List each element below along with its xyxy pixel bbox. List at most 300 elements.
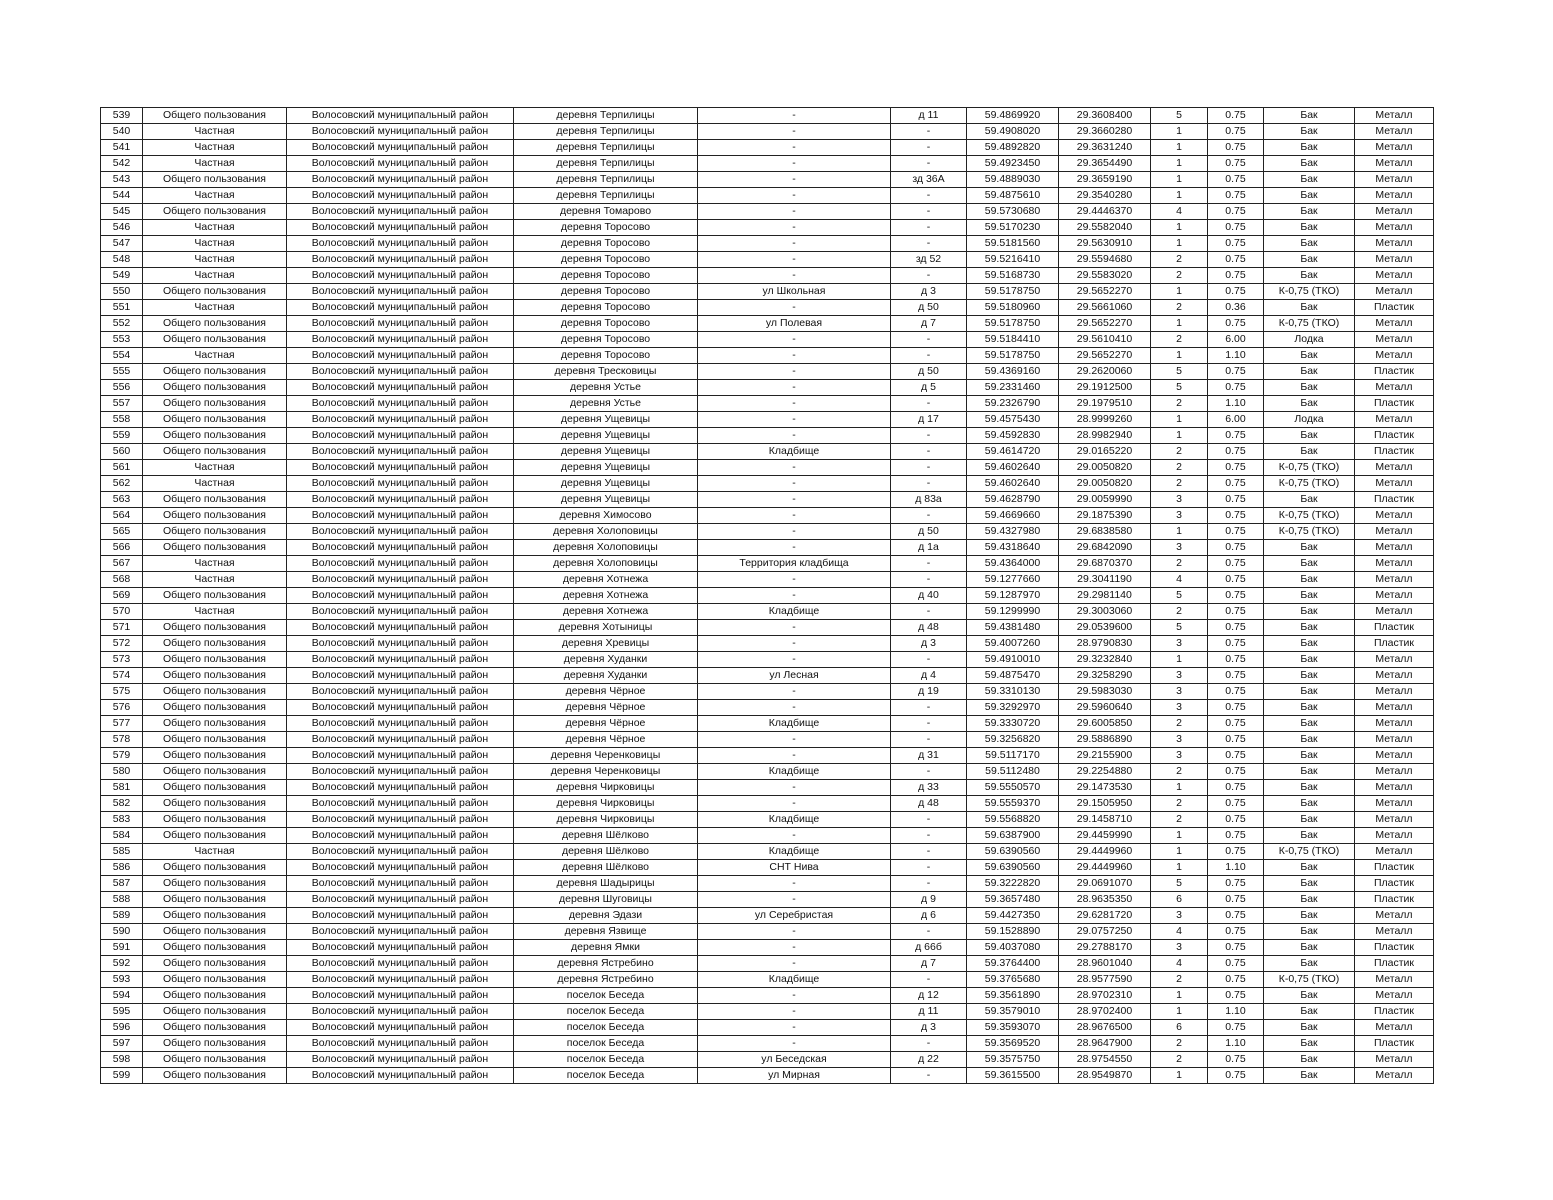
- district-cell: Волосовский муниципальный район: [287, 748, 514, 764]
- table-row: [101, 396, 1434, 412]
- volume-cell: 0.75: [1208, 588, 1264, 604]
- latitude-cell: 59.4381480: [967, 620, 1059, 636]
- table-row: [101, 796, 1434, 812]
- table-row: [101, 124, 1434, 140]
- settlement-cell: деревня Чёрное: [514, 716, 698, 732]
- volume-cell: 0.75: [1208, 908, 1264, 924]
- volume-cell: 0.75: [1208, 156, 1264, 172]
- table-row: [101, 284, 1434, 300]
- container-type-cell: Бак: [1264, 748, 1355, 764]
- count-cell: 1: [1151, 284, 1208, 300]
- material-cell: Металл: [1355, 220, 1434, 236]
- volume-cell: 0.75: [1208, 604, 1264, 620]
- volume-cell: 0.75: [1208, 364, 1264, 380]
- settlement-cell: деревня Устье: [514, 380, 698, 396]
- material-cell: Металл: [1355, 284, 1434, 300]
- table-row: [101, 620, 1434, 636]
- row-number-cell: 551: [101, 300, 143, 316]
- street-cell: -: [698, 540, 891, 556]
- container-type-cell: Бак: [1264, 796, 1355, 812]
- row-number-cell: 571: [101, 620, 143, 636]
- district-cell: Волосовский муниципальный район: [287, 732, 514, 748]
- access-type-cell: Частная: [143, 268, 287, 284]
- settlement-cell: деревня Терпилицы: [514, 124, 698, 140]
- volume-cell: 0.75: [1208, 796, 1264, 812]
- access-type-cell: Общего пользования: [143, 380, 287, 396]
- settlement-cell: деревня Ущевицы: [514, 492, 698, 508]
- house-cell: -: [891, 764, 967, 780]
- district-cell: Волосовский муниципальный район: [287, 236, 514, 252]
- table-row: [101, 876, 1434, 892]
- container-type-cell: Бак: [1264, 188, 1355, 204]
- latitude-cell: 59.5117170: [967, 748, 1059, 764]
- container-type-cell: Бак: [1264, 716, 1355, 732]
- settlement-cell: деревня Худанки: [514, 668, 698, 684]
- count-cell: 2: [1151, 476, 1208, 492]
- volume-cell: 0.75: [1208, 764, 1264, 780]
- access-type-cell: Общего пользования: [143, 748, 287, 764]
- longitude-cell: 29.6005850: [1059, 716, 1151, 732]
- material-cell: Металл: [1355, 780, 1434, 796]
- volume-cell: 0.75: [1208, 540, 1264, 556]
- longitude-cell: 29.3540280: [1059, 188, 1151, 204]
- house-cell: д 50: [891, 364, 967, 380]
- street-cell: -: [698, 188, 891, 204]
- latitude-cell: 59.3579010: [967, 1004, 1059, 1020]
- table-row: [101, 860, 1434, 876]
- street-cell: ул Серебристая: [698, 908, 891, 924]
- street-cell: -: [698, 620, 891, 636]
- row-number-cell: 541: [101, 140, 143, 156]
- container-type-cell: Бак: [1264, 124, 1355, 140]
- district-cell: Волосовский муниципальный район: [287, 172, 514, 188]
- material-cell: Металл: [1355, 316, 1434, 332]
- house-cell: д 11: [891, 1004, 967, 1020]
- house-cell: -: [891, 124, 967, 140]
- longitude-cell: 29.2620060: [1059, 364, 1151, 380]
- count-cell: 2: [1151, 556, 1208, 572]
- latitude-cell: 59.1528890: [967, 924, 1059, 940]
- settlement-cell: деревня Торосово: [514, 316, 698, 332]
- district-cell: Волосовский муниципальный район: [287, 844, 514, 860]
- longitude-cell: 29.5630910: [1059, 236, 1151, 252]
- house-cell: д 3: [891, 636, 967, 652]
- table-row: [101, 492, 1434, 508]
- street-cell: Кладбище: [698, 844, 891, 860]
- longitude-cell: 29.0539600: [1059, 620, 1151, 636]
- count-cell: 1: [1151, 828, 1208, 844]
- table-row: [101, 412, 1434, 428]
- count-cell: 2: [1151, 716, 1208, 732]
- table-row: [101, 1052, 1434, 1068]
- latitude-cell: 59.4628790: [967, 492, 1059, 508]
- district-cell: Волосовский муниципальный район: [287, 444, 514, 460]
- street-cell: Кладбище: [698, 716, 891, 732]
- row-number-cell: 567: [101, 556, 143, 572]
- table-row: [101, 444, 1434, 460]
- table-row: [101, 732, 1434, 748]
- row-number-cell: 547: [101, 236, 143, 252]
- district-cell: Волосовский муниципальный район: [287, 412, 514, 428]
- settlement-cell: деревня Чирковицы: [514, 796, 698, 812]
- district-cell: Волосовский муниципальный район: [287, 956, 514, 972]
- street-cell: -: [698, 236, 891, 252]
- table-body: [101, 108, 1434, 1084]
- container-type-cell: Лодка: [1264, 332, 1355, 348]
- row-number-cell: 568: [101, 572, 143, 588]
- street-cell: -: [698, 892, 891, 908]
- volume-cell: 1.10: [1208, 1036, 1264, 1052]
- latitude-cell: 59.3292970: [967, 700, 1059, 716]
- district-cell: Волосовский муниципальный район: [287, 508, 514, 524]
- latitude-cell: 59.4427350: [967, 908, 1059, 924]
- volume-cell: 0.75: [1208, 316, 1264, 332]
- street-cell: -: [698, 636, 891, 652]
- table-row: [101, 908, 1434, 924]
- container-type-cell: Бак: [1264, 764, 1355, 780]
- district-cell: Волосовский муниципальный район: [287, 140, 514, 156]
- material-cell: Металл: [1355, 764, 1434, 780]
- material-cell: Пластик: [1355, 956, 1434, 972]
- settlement-cell: деревня Торосово: [514, 284, 698, 300]
- table-row: [101, 1068, 1434, 1084]
- material-cell: Металл: [1355, 172, 1434, 188]
- table-row: [101, 684, 1434, 700]
- volume-cell: 0.75: [1208, 428, 1264, 444]
- latitude-cell: 59.4602640: [967, 476, 1059, 492]
- district-cell: Волосовский муниципальный район: [287, 604, 514, 620]
- table-row: [101, 892, 1434, 908]
- count-cell: 1: [1151, 236, 1208, 252]
- longitude-cell: 28.9754550: [1059, 1052, 1151, 1068]
- latitude-cell: 59.3764400: [967, 956, 1059, 972]
- access-type-cell: Общего пользования: [143, 812, 287, 828]
- row-number-cell: 555: [101, 364, 143, 380]
- container-type-cell: Бак: [1264, 140, 1355, 156]
- house-cell: -: [891, 860, 967, 876]
- house-cell: -: [891, 476, 967, 492]
- count-cell: 2: [1151, 1036, 1208, 1052]
- street-cell: СНТ Нива: [698, 860, 891, 876]
- count-cell: 2: [1151, 972, 1208, 988]
- table-row: [101, 748, 1434, 764]
- latitude-cell: 59.4892820: [967, 140, 1059, 156]
- district-cell: Волосовский муниципальный район: [287, 796, 514, 812]
- container-type-cell: Бак: [1264, 908, 1355, 924]
- district-cell: Волосовский муниципальный район: [287, 156, 514, 172]
- table-row: [101, 716, 1434, 732]
- count-cell: 1: [1151, 988, 1208, 1004]
- count-cell: 1: [1151, 412, 1208, 428]
- material-cell: Металл: [1355, 668, 1434, 684]
- settlement-cell: деревня Тресковицы: [514, 364, 698, 380]
- district-cell: Волосовский муниципальный район: [287, 108, 514, 124]
- settlement-cell: деревня Холоповицы: [514, 540, 698, 556]
- latitude-cell: 59.5170230: [967, 220, 1059, 236]
- material-cell: Металл: [1355, 332, 1434, 348]
- house-cell: -: [891, 972, 967, 988]
- material-cell: Металл: [1355, 268, 1434, 284]
- settlement-cell: деревня Торосово: [514, 252, 698, 268]
- table-row: [101, 988, 1434, 1004]
- count-cell: 1: [1151, 124, 1208, 140]
- settlement-cell: деревня Эдази: [514, 908, 698, 924]
- row-number-cell: 583: [101, 812, 143, 828]
- district-cell: Волосовский муниципальный район: [287, 1052, 514, 1068]
- material-cell: Пластик: [1355, 620, 1434, 636]
- settlement-cell: деревня Холоповицы: [514, 556, 698, 572]
- material-cell: Металл: [1355, 1052, 1434, 1068]
- material-cell: Пластик: [1355, 1004, 1434, 1020]
- count-cell: 6: [1151, 892, 1208, 908]
- table-row: [101, 220, 1434, 236]
- house-cell: -: [891, 844, 967, 860]
- container-type-cell: Бак: [1264, 204, 1355, 220]
- settlement-cell: деревня Хотнежа: [514, 572, 698, 588]
- district-cell: Волосовский муниципальный район: [287, 380, 514, 396]
- count-cell: 1: [1151, 844, 1208, 860]
- access-type-cell: Общего пользования: [143, 780, 287, 796]
- row-number-cell: 576: [101, 700, 143, 716]
- access-type-cell: Общего пользования: [143, 588, 287, 604]
- access-type-cell: Общего пользования: [143, 940, 287, 956]
- settlement-cell: деревня Ущевицы: [514, 476, 698, 492]
- count-cell: 1: [1151, 140, 1208, 156]
- district-cell: Волосовский муниципальный район: [287, 540, 514, 556]
- house-cell: -: [891, 604, 967, 620]
- settlement-cell: деревня Томарово: [514, 204, 698, 220]
- house-cell: д 19: [891, 684, 967, 700]
- street-cell: -: [698, 460, 891, 476]
- row-number-cell: 539: [101, 108, 143, 124]
- count-cell: 1: [1151, 652, 1208, 668]
- container-type-cell: Бак: [1264, 652, 1355, 668]
- settlement-cell: деревня Черенковицы: [514, 748, 698, 764]
- house-cell: д 1а: [891, 540, 967, 556]
- street-cell: -: [698, 652, 891, 668]
- count-cell: 5: [1151, 588, 1208, 604]
- row-number-cell: 577: [101, 716, 143, 732]
- container-type-cell: Бак: [1264, 684, 1355, 700]
- house-cell: д 22: [891, 1052, 967, 1068]
- container-type-cell: Бак: [1264, 348, 1355, 364]
- count-cell: 2: [1151, 268, 1208, 284]
- access-type-cell: Общего пользования: [143, 412, 287, 428]
- latitude-cell: 59.3657480: [967, 892, 1059, 908]
- table-row: [101, 556, 1434, 572]
- row-number-cell: 546: [101, 220, 143, 236]
- house-cell: д 3: [891, 1020, 967, 1036]
- street-cell: -: [698, 476, 891, 492]
- container-type-cell: Бак: [1264, 156, 1355, 172]
- material-cell: Металл: [1355, 236, 1434, 252]
- longitude-cell: 29.3232840: [1059, 652, 1151, 668]
- latitude-cell: 59.6387900: [967, 828, 1059, 844]
- table-row: [101, 428, 1434, 444]
- table-row: [101, 108, 1434, 124]
- latitude-cell: 59.4007260: [967, 636, 1059, 652]
- longitude-cell: 29.4446370: [1059, 204, 1151, 220]
- container-type-cell: Бак: [1264, 732, 1355, 748]
- longitude-cell: 29.1979510: [1059, 396, 1151, 412]
- count-cell: 1: [1151, 348, 1208, 364]
- settlement-cell: деревня Торосово: [514, 348, 698, 364]
- latitude-cell: 59.4614720: [967, 444, 1059, 460]
- latitude-cell: 59.5178750: [967, 316, 1059, 332]
- longitude-cell: 28.9549870: [1059, 1068, 1151, 1084]
- table-row: [101, 780, 1434, 796]
- table-row: [101, 604, 1434, 620]
- material-cell: Пластик: [1355, 940, 1434, 956]
- row-number-cell: 584: [101, 828, 143, 844]
- settlement-cell: деревня Шёлково: [514, 828, 698, 844]
- volume-cell: 0.75: [1208, 1052, 1264, 1068]
- latitude-cell: 59.5181560: [967, 236, 1059, 252]
- container-type-cell: К-0,75 (ТКО): [1264, 460, 1355, 476]
- material-cell: Металл: [1355, 156, 1434, 172]
- longitude-cell: 29.1458710: [1059, 812, 1151, 828]
- latitude-cell: 59.4602640: [967, 460, 1059, 476]
- house-cell: д 33: [891, 780, 967, 796]
- house-cell: -: [891, 876, 967, 892]
- settlement-cell: деревня Терпилицы: [514, 140, 698, 156]
- settlement-cell: деревня Ущевицы: [514, 444, 698, 460]
- longitude-cell: 29.3258290: [1059, 668, 1151, 684]
- volume-cell: 0.75: [1208, 252, 1264, 268]
- row-number-cell: 599: [101, 1068, 143, 1084]
- longitude-cell: 29.0165220: [1059, 444, 1151, 460]
- access-type-cell: Общего пользования: [143, 828, 287, 844]
- latitude-cell: 59.5568820: [967, 812, 1059, 828]
- container-type-cell: Бак: [1264, 780, 1355, 796]
- street-cell: -: [698, 108, 891, 124]
- latitude-cell: 59.5184410: [967, 332, 1059, 348]
- latitude-cell: 59.6390560: [967, 844, 1059, 860]
- container-type-cell: Бак: [1264, 860, 1355, 876]
- access-type-cell: Общего пользования: [143, 1052, 287, 1068]
- house-cell: зд 52: [891, 252, 967, 268]
- street-cell: -: [698, 684, 891, 700]
- street-cell: Кладбище: [698, 764, 891, 780]
- house-cell: д 12: [891, 988, 967, 1004]
- volume-cell: 0.75: [1208, 204, 1264, 220]
- house-cell: зд 36А: [891, 172, 967, 188]
- count-cell: 2: [1151, 332, 1208, 348]
- container-type-cell: Бак: [1264, 700, 1355, 716]
- row-number-cell: 578: [101, 732, 143, 748]
- street-cell: -: [698, 268, 891, 284]
- access-type-cell: Общего пользования: [143, 908, 287, 924]
- volume-cell: 0.75: [1208, 476, 1264, 492]
- material-cell: Пластик: [1355, 364, 1434, 380]
- count-cell: 2: [1151, 444, 1208, 460]
- settlement-cell: деревня Чирковицы: [514, 812, 698, 828]
- settlement-cell: деревня Терпилицы: [514, 156, 698, 172]
- count-cell: 6: [1151, 1020, 1208, 1036]
- volume-cell: 0.75: [1208, 1020, 1264, 1036]
- count-cell: 1: [1151, 780, 1208, 796]
- access-type-cell: Общего пользования: [143, 924, 287, 940]
- count-cell: 5: [1151, 380, 1208, 396]
- settlement-cell: деревня Ястребино: [514, 972, 698, 988]
- container-type-cell: Бак: [1264, 828, 1355, 844]
- settlement-cell: деревня Торосово: [514, 268, 698, 284]
- container-type-cell: Бак: [1264, 556, 1355, 572]
- latitude-cell: 59.4875470: [967, 668, 1059, 684]
- table-row: [101, 940, 1434, 956]
- longitude-cell: 29.5886890: [1059, 732, 1151, 748]
- container-type-cell: К-0,75 (ТКО): [1264, 972, 1355, 988]
- longitude-cell: 29.5960640: [1059, 700, 1151, 716]
- table-row: [101, 572, 1434, 588]
- count-cell: 1: [1151, 156, 1208, 172]
- longitude-cell: 29.0050820: [1059, 460, 1151, 476]
- container-type-cell: Бак: [1264, 172, 1355, 188]
- latitude-cell: 59.1287970: [967, 588, 1059, 604]
- house-cell: д 9: [891, 892, 967, 908]
- row-number-cell: 586: [101, 860, 143, 876]
- street-cell: -: [698, 1020, 891, 1036]
- district-cell: Волосовский муниципальный район: [287, 524, 514, 540]
- district-cell: Волосовский муниципальный район: [287, 908, 514, 924]
- row-number-cell: 594: [101, 988, 143, 1004]
- count-cell: 3: [1151, 636, 1208, 652]
- volume-cell: 0.75: [1208, 732, 1264, 748]
- street-cell: -: [698, 396, 891, 412]
- district-cell: Волосовский муниципальный район: [287, 812, 514, 828]
- street-cell: -: [698, 252, 891, 268]
- street-cell: ул Беседская: [698, 1052, 891, 1068]
- latitude-cell: 59.3765680: [967, 972, 1059, 988]
- container-type-cell: К-0,75 (ТКО): [1264, 508, 1355, 524]
- settlement-cell: поселок Беседа: [514, 1020, 698, 1036]
- row-number-cell: 558: [101, 412, 143, 428]
- access-type-cell: Общего пользования: [143, 1004, 287, 1020]
- district-cell: Волосовский муниципальный район: [287, 652, 514, 668]
- district-cell: Волосовский муниципальный район: [287, 300, 514, 316]
- access-type-cell: Частная: [143, 844, 287, 860]
- material-cell: Пластик: [1355, 300, 1434, 316]
- count-cell: 4: [1151, 956, 1208, 972]
- longitude-cell: 29.2788170: [1059, 940, 1151, 956]
- access-type-cell: Общего пользования: [143, 396, 287, 412]
- material-cell: Металл: [1355, 460, 1434, 476]
- house-cell: -: [891, 812, 967, 828]
- street-cell: -: [698, 156, 891, 172]
- house-cell: -: [891, 1068, 967, 1084]
- latitude-cell: 59.3569520: [967, 1036, 1059, 1052]
- settlement-cell: деревня Ущевицы: [514, 428, 698, 444]
- material-cell: Пластик: [1355, 636, 1434, 652]
- longitude-cell: 29.1505950: [1059, 796, 1151, 812]
- material-cell: Металл: [1355, 524, 1434, 540]
- material-cell: Металл: [1355, 556, 1434, 572]
- volume-cell: 0.75: [1208, 700, 1264, 716]
- material-cell: Металл: [1355, 828, 1434, 844]
- street-cell: -: [698, 1004, 891, 1020]
- district-cell: Волосовский муниципальный район: [287, 284, 514, 300]
- material-cell: Металл: [1355, 652, 1434, 668]
- settlement-cell: деревня Хотыницы: [514, 620, 698, 636]
- material-cell: Металл: [1355, 972, 1434, 988]
- row-number-cell: 540: [101, 124, 143, 140]
- street-cell: -: [698, 508, 891, 524]
- longitude-cell: 29.1875390: [1059, 508, 1151, 524]
- access-type-cell: Общего пользования: [143, 1036, 287, 1052]
- count-cell: 2: [1151, 812, 1208, 828]
- row-number-cell: 590: [101, 924, 143, 940]
- settlement-cell: деревня Торосово: [514, 300, 698, 316]
